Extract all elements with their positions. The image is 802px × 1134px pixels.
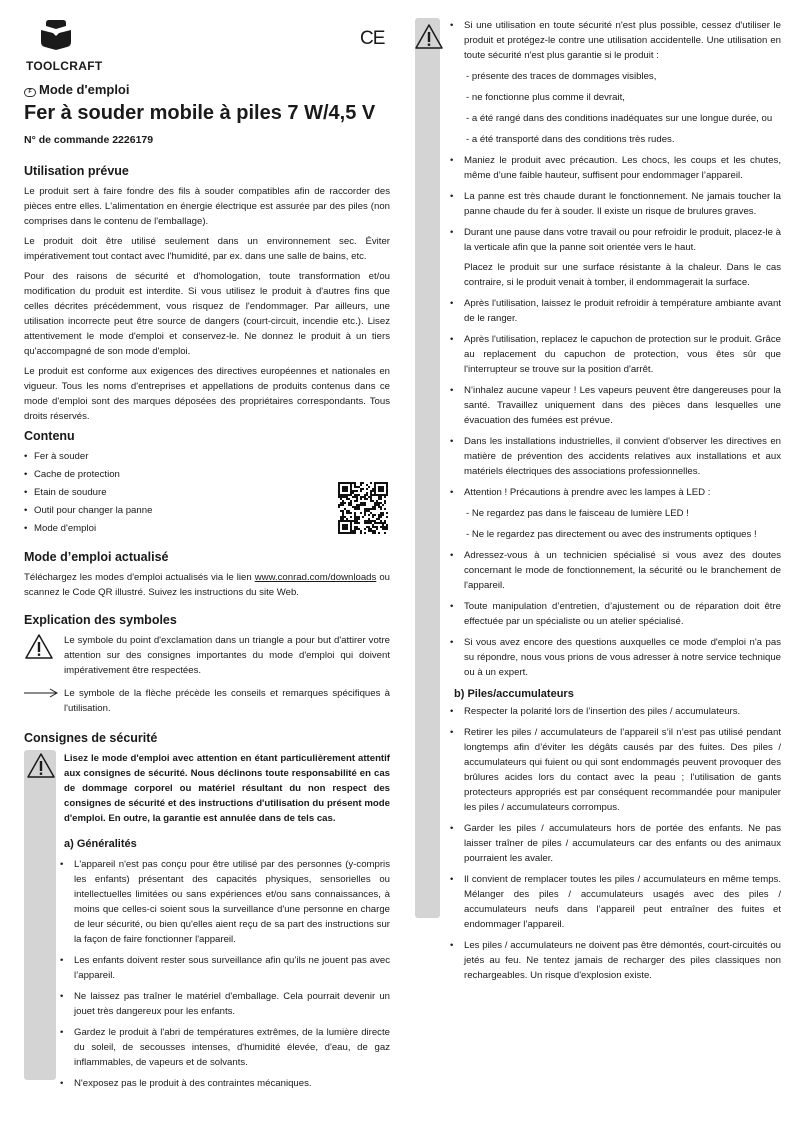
intended-use-section	[24, 163, 390, 429]
contents-item	[24, 521, 390, 536]
list-item-text: Adressez-vous à un technicien spécialisé si vous avez des doutes concernant le mode de fonctionnement, la sécurité ou le branchement de l'appareil.	[464, 550, 781, 591]
list-subparagraph: Placez le produit sur une surface résistante à la chaleur. Dans le cas contraire, si le produit venait à tomber, il endommagerait la surface.	[464, 262, 781, 288]
safety-item	[450, 153, 781, 183]
arrow-right-icon	[24, 687, 58, 699]
safety-item	[450, 434, 781, 479]
text: Le symbole de la flèche précède les conseils et remarques spécifiques à l'utilisation.	[64, 688, 390, 714]
paragraph: Pour des raisons de sécurité et d'homologation, toute transformation et/ou modification du produit est interdite. Si vous utilisez le produit à d'autres fins que celles décrites précédemment, vous risquez de l'endommager. Par ailleurs, une utilisation incorrecte peut être source de dangers (court-circuit, incendie etc.). Lisez attentivement le mode d'emploi et conservez-le. Ne donnez le produit à un tiers qu'accompagné de son mode d'emploi.	[24, 271, 390, 357]
battery-safety-item	[450, 725, 781, 815]
section-heading: Contenu	[24, 429, 75, 443]
list-item-text: Il convient de remplacer toutes les piles / accumulateurs en même temps. Mélanger des piles / accumulateurs usagés avec des piles / accumulateurs neufs dans l’appareil peut entraîner des fuites et endommager l’appareil.	[464, 874, 781, 930]
list-item-text: Garder les piles / accumulateurs hors de portée des enfants. Ne pas laisser traîner de piles / accumulateurs car des enfants ou des animaux pourraient les avaler.	[464, 823, 781, 864]
safety-item	[60, 1076, 390, 1091]
doc-type-label: Mode d'emploi	[39, 82, 130, 97]
safety-item	[60, 989, 390, 1019]
warning-triangle-icon	[414, 23, 444, 50]
safety-item	[450, 296, 781, 326]
list-item-text: L'appareil n'est pas conçu pour être utilisé par des personnes (y-compris les enfants) présentant des capacités physiques, sensorielles ou intellectuelles limitées ou sans expériences et/ou sans connaissances, à moins que celles-ci soient sous la surveillance d'une personne en charge de leur sécurité, ou bien qu'elles aient reçu de sa part des instructions sur la façon de faire fonctionner l'appareil.	[74, 859, 390, 945]
battery-safety-item	[450, 704, 781, 719]
updated-manual-section	[24, 549, 390, 605]
right-column	[415, 18, 781, 989]
section-heading: Utilisation prévue	[24, 164, 129, 178]
safety-item	[450, 548, 781, 593]
list-subline: - présente des traces de dommages visibles,	[466, 71, 657, 82]
subsection-heading: b) Piles/accumulateurs	[454, 688, 574, 700]
safety-item	[450, 225, 781, 290]
ce-mark: CE	[360, 28, 385, 49]
qr-code[interactable]	[338, 482, 388, 534]
contents-item	[24, 503, 390, 518]
battery-safety-item	[450, 938, 781, 983]
list-item-text: Fer à souder	[34, 451, 89, 462]
list-item-text: Ne laissez pas traîner le matériel d'emballage. Cela pourrait devenir un jouet très dangereux pour les enfants.	[74, 991, 390, 1017]
order-number: N° de commande 2226179	[24, 134, 154, 146]
safety-section	[24, 730, 390, 1097]
warning-triangle-icon	[26, 752, 56, 779]
list-item-text: Attention ! Précautions à prendre avec les lampes à LED :	[464, 487, 711, 498]
safety-item	[450, 189, 781, 219]
list-subline: - Ne le regardez pas directement ou avec des instruments optiques !	[466, 529, 757, 540]
list-item-text: Maniez le produit avec précaution. Les chocs, les coups et les chutes, même d’une faible hauteur, suffisent pour endommager l’appareil.	[464, 155, 781, 181]
contents-section	[24, 428, 390, 539]
list-item-text: Après l'utilisation, replacez le capuchon de protection sur le produit. Grâce au replacement du capuchon de protection, vous êtes sûr que l'interrupteur se trouve sur la position d'arrêt.	[464, 334, 781, 375]
list-item-text: Gardez le produit à l'abri de températures extrêmes, de la lumière directe du soleil, de secousses intenses, d'humidité élevée, d'eau, de gaz inflammables, de vapeurs et de solvants.	[74, 1027, 390, 1068]
warning-symbol-explanation	[24, 633, 390, 678]
safety-item	[60, 1025, 390, 1070]
section-heading: Mode d’emploi actualisé	[24, 550, 169, 564]
list-item-text: Les enfants doivent rester sous surveillance afin qu’ils ne jouent pas avec l’appareil.	[74, 955, 390, 981]
downloads-link[interactable]: www.conrad.com/downloads	[254, 572, 377, 583]
safety-item	[60, 953, 390, 983]
list-subline: - Ne regardez pas dans le faisceau de lumière LED !	[466, 508, 689, 519]
list-item-text: Retirer les piles / accumulateurs de l’appareil s’il n’est pas utilisé pendant longtemps afin d’éviter les dégâts causés par des fuites. Des piles / accumulateurs qui fuient ou qui sont endommagés peuvent provoquer des brûlures acides lors du contact avec la peau ; l’utilisation de gants protecteurs appropriés est par conséquent recommandée pour manipuler les piles / accumulateurs corrompus.	[464, 727, 781, 813]
list-item-text: N'exposez pas le produit à des contraintes mécaniques.	[74, 1078, 312, 1089]
logo-icon	[39, 20, 73, 50]
language-badge-icon: F	[24, 88, 36, 97]
warning-sidebar	[415, 18, 440, 918]
safety-item	[450, 332, 781, 377]
warning-triangle-icon	[24, 633, 54, 660]
safety-item	[450, 383, 781, 428]
doc-type	[24, 82, 129, 97]
contents-item	[24, 449, 390, 464]
text: Le symbole du point d'exclamation dans un triangle a pour but d'attirer votre attention sur des consignes importantes du mode d'emploi qui doivent impérativement être respectées.	[64, 635, 390, 676]
safety-item	[450, 18, 781, 147]
list-subline: - a été transporté dans des conditions très rudes.	[466, 134, 675, 145]
list-subline: - a été rangé dans des conditions inadéquates sur une longue durée, ou	[466, 113, 773, 124]
text: Téléchargez les modes d'emploi actualisés via le lien	[24, 572, 255, 583]
section-heading: Consignes de sécurité	[24, 731, 158, 745]
list-item-text: Etain de soudure	[34, 487, 107, 498]
safety-item	[450, 599, 781, 629]
battery-safety-item	[450, 872, 781, 932]
list-item-text: Si vous avez encore des questions auxquelles ce mode d'emploi n'a pas su répondre, nous vous prions de vous adresser à notre service technique ou à un expert.	[464, 637, 781, 678]
list-item-text: Outil pour changer la panne	[34, 505, 153, 516]
battery-safety-item	[450, 821, 781, 866]
list-item-text: Après l'utilisation, laissez le produit refroidir à température ambiante avant de le ranger.	[464, 298, 781, 324]
page-title: Fer à souder mobile à piles 7 W/4,5 V	[24, 102, 376, 124]
warning-sidebar	[24, 750, 56, 1080]
list-subline: - ne fonctionne plus comme il devrait,	[466, 92, 625, 103]
contents-item	[24, 485, 390, 500]
section-heading: Explication des symboles	[24, 613, 177, 627]
brand-name: TOOLCRAFT	[26, 59, 103, 73]
paragraph: Le produit sert à faire fondre des fils à souder compatibles afin de raccorder des pièces entre elles. L'alimentation en énergie électrique est assurée par des piles (non comprises dans le contenu de l'emballage).	[24, 186, 390, 227]
paragraph: Le produit doit être utilisé seulement dans un environnement sec. Éviter impérativement tout contact avec l'humidité, par ex. dans une salle de bains, etc.	[24, 236, 390, 262]
list-item-text: Durant une pause dans votre travail ou pour refroidir le produit, placez-le à la verticale afin que la panne soit orientée vers le haut.	[464, 227, 781, 253]
toolcraft-logo	[26, 20, 103, 74]
list-item-text: Cache de protection	[34, 469, 120, 480]
list-item-text: Toute manipulation d’entretien, d’ajustement ou de réparation doit être effectuée par un spécialiste ou un atelier spécialisé.	[464, 601, 781, 627]
list-item-text: N’inhalez aucune vapeur ! Les vapeurs peuvent être dangereuses pour la santé. Travaillez uniquement dans des pièces dans lesquelles une évacuation des fumées est prévue.	[464, 385, 781, 426]
safety-item	[450, 485, 781, 542]
list-item-text: La panne est très chaude durant le fonctionnement. Ne jamais toucher la panne chaude du fer à souder. Il existe un risque de brulures graves.	[464, 191, 781, 217]
list-item-text: Les piles / accumulateurs ne doivent pas être démontés, court-circuités ou jetés au feu. Ne tentez jamais de recharger des piles classiques non rechargeables. Un risque d'explosion existe.	[464, 940, 781, 981]
subsection-heading: a) Généralités	[64, 838, 137, 850]
safety-item	[60, 857, 390, 947]
symbols-section	[24, 612, 390, 724]
safety-intro: Lisez le mode d'emploi avec attention en étant particulièrement attentif aux consignes de sécurité. Nous déclinons toute responsabilité en cas de dommage corporel ou matériel résultant du non respect des consignes de sécurité et des instructions d'utilisation du présent mode d'emploi. En outre, la garantie est annulée dans de tels cas.	[64, 753, 390, 824]
list-item-text: Dans les installations industrielles, il convient d'observer les directives en matière de prévention des accidents relatives aux installations et aux matériels électriques des associations professionnelles.	[464, 436, 781, 477]
paragraph: Le produit est conforme aux exigences des directives européennes et nationales en vigueur. Tous les noms d'entreprises et appellations de produits contenus dans ce mode d'emploi sont des marques déposées des propriétaires correspondants. Tous droits réservés.	[24, 366, 390, 422]
safety-item	[450, 635, 781, 680]
list-item-text: Mode d'emploi	[34, 523, 97, 534]
paragraph	[24, 570, 390, 600]
list-item-text: Respecter la polarité lors de l’insertion des piles / accumulateurs.	[464, 706, 741, 717]
text: ou scannez le Code QR illustré. Suivez les instructions du site Web.	[24, 572, 390, 598]
contents-item	[24, 467, 390, 482]
list-item-text: Si une utilisation en toute sécurité n'est plus possible, cessez d'utiliser le produit et protégez-le contre une utilisation accidentelle. Une utilisation en toute sécurité n'est plus garantie si le produit :	[464, 20, 781, 61]
arrow-symbol-explanation	[24, 686, 390, 716]
